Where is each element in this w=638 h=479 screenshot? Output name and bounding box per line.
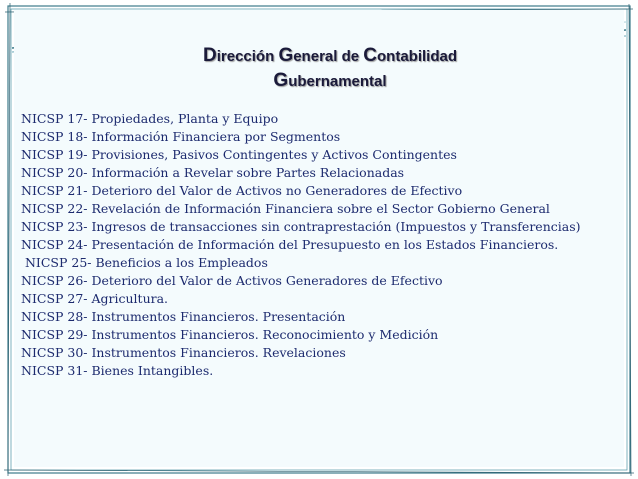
- title-word-rest: irección: [216, 48, 279, 65]
- title-capital-letter: G: [273, 70, 289, 91]
- list-item: NICSP 28- Instrumentos Financieros. Presentación: [21, 309, 346, 324]
- title-line-1: [120, 44, 540, 69]
- list-item: NICSP 22- Revelación de Información Financiera sobre el Sector Gobierno General: [21, 201, 550, 216]
- title-word-rest: eneral de: [293, 48, 364, 65]
- list-item: NICSP 24- Presentación de Información del Presupuesto en los Estados Financieros.: [21, 237, 559, 252]
- list-item: NICSP 25- Beneficios a los Empleados: [21, 255, 268, 270]
- title-capital-letter: D: [203, 45, 217, 66]
- title-capital-letter: C: [363, 45, 377, 66]
- list-item: NICSP 23- Ingresos de transacciones sin contraprestación (Impuestos y Transferencias): [21, 219, 581, 234]
- list-item: NICSP 21- Deterioro del Valor de Activos no Generadores de Efectivo: [21, 183, 463, 198]
- title-word-rest: ubernamental: [288, 73, 387, 90]
- title-line-2: [120, 69, 540, 94]
- list-item: NICSP 18- Información Financiera por Segmentos: [21, 129, 341, 144]
- title-capital-letter: G: [278, 45, 294, 66]
- list-item: NICSP 31- Bienes Intangibles.: [21, 363, 214, 378]
- list-item: NICSP 29- Instrumentos Financieros. Reconocimiento y Medición: [21, 327, 439, 342]
- nicsp-list: [21, 110, 621, 380]
- list-item: NICSP 30- Instrumentos Financieros. Revelaciones: [21, 345, 346, 360]
- title-word-rest: ontabilidad: [377, 48, 457, 65]
- list-item: NICSP 27- Agricultura.: [21, 291, 169, 306]
- page-title: [120, 44, 540, 94]
- list-item: NICSP 19- Provisiones, Pasivos Contingentes y Activos Contingentes: [21, 147, 457, 162]
- list-item: NICSP 20- Información a Revelar sobre Partes Relacionadas: [21, 165, 405, 180]
- list-item: NICSP 17- Propiedades, Planta y Equipo: [21, 111, 279, 126]
- list-item: NICSP 26- Deterioro del Valor de Activos Generadores de Efectivo: [21, 273, 443, 288]
